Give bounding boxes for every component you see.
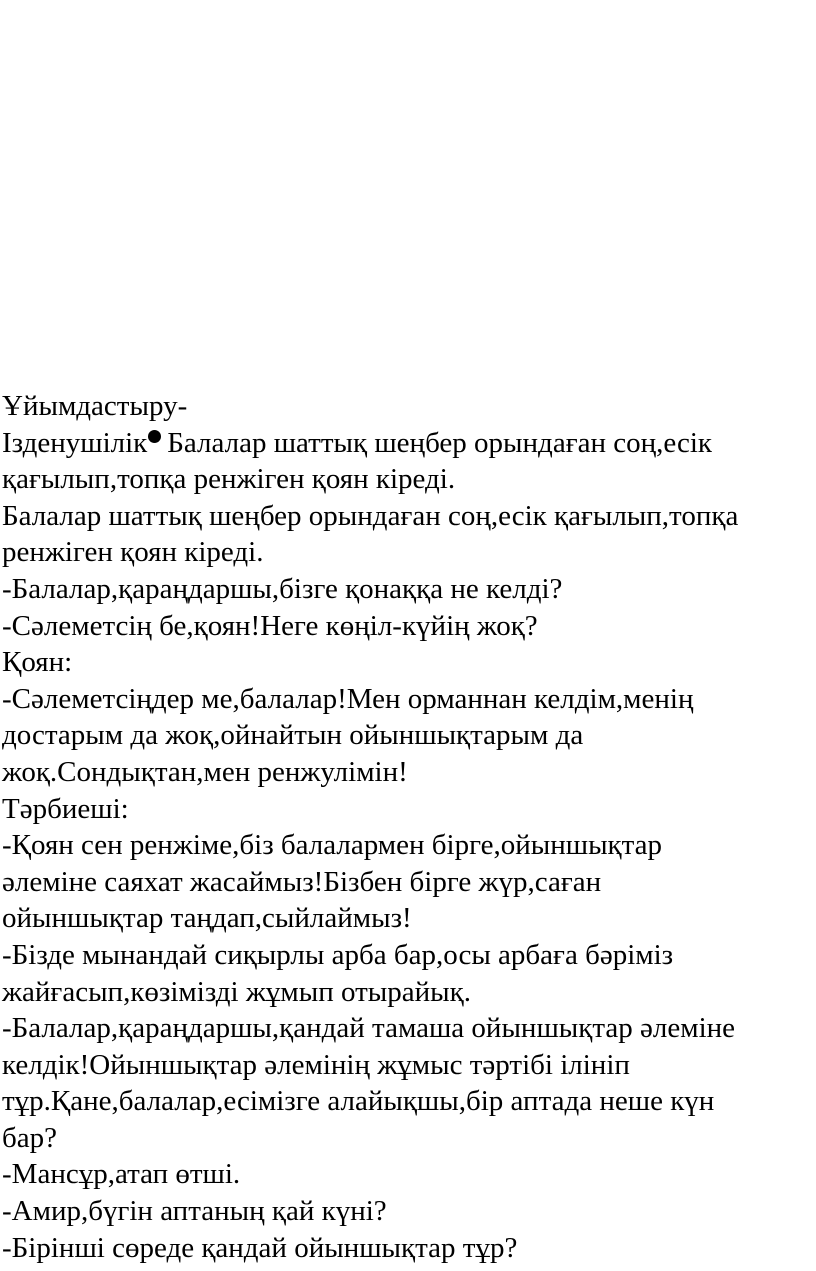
text-line: -Сәлеметсің бе,қоян!Неге көңіл-күйің жоқ? [2, 609, 538, 642]
intro-line [2, 425, 814, 462]
text-line: ойыншықтар таңдап,сыйлаймыз! [2, 902, 412, 935]
text-line: әлеміне саяхат жасаймыз!Бізбен бірге жүр,саған [2, 865, 602, 898]
text-line: -Бізде мынандай сиқырлы арба бар,осы арбаға бәріміз [2, 938, 674, 971]
text-line: -Бірінші сөреде қандай ойыншықтар тұр? [2, 1231, 518, 1264]
text-line: -Балалар,қараңдаршы,бізге қонаққа не келді? [2, 572, 563, 605]
intro-text-continued: қағылып,топқа ренжіген қоян кіреді. [2, 463, 456, 496]
text-line: -Амир,бүгін аптаның қай күні? [2, 1195, 387, 1228]
heading-line: Ұйымдастыру- [2, 390, 188, 422]
text-line: -Қоян сен ренжіме,біз балалармен бірге,ойыншықтар [2, 829, 663, 862]
text-line: келдік!Ойыншықтар әлемінің жұмыс тәртібі ілініп [2, 1048, 630, 1081]
text-line: жайғасып,көзімізді жұмып отырайық. [2, 975, 471, 1008]
text-line: бар? [2, 1121, 57, 1154]
text-line: -Мансұр,атап өтші. [2, 1158, 241, 1191]
text-line: достарым да жоқ,ойнайтын ойыншықтарым да [2, 719, 584, 752]
document-body [2, 388, 814, 1266]
intro-text: Балалар шаттық шеңбер орындаған соң,есік [167, 426, 712, 459]
speaker-label: Тәрбиеші: [2, 792, 129, 825]
text-line: тұр.Қане,балалар,есімізге алайықшы,бір аптада неше күн [2, 1085, 715, 1118]
bullet-icon [148, 430, 161, 443]
intro-label: Ізденушілік [2, 426, 148, 459]
text-line: жоқ.Сондықтан,мен ренжулімін! [2, 755, 408, 788]
text-line: -Балалар,қараңдаршы,қандай тамаша ойыншықтар әлеміне [2, 1012, 736, 1045]
text-line: ренжіген қоян кіреді. [2, 536, 264, 569]
text-line: Балалар шаттық шеңбер орындаған соң,есік қағылып,топқа [2, 499, 739, 532]
speaker-label: Қоян: [2, 646, 73, 679]
text-line: -Сәлеметсіңдер ме,балалар!Мен орманнан келдім,менің [2, 682, 694, 715]
